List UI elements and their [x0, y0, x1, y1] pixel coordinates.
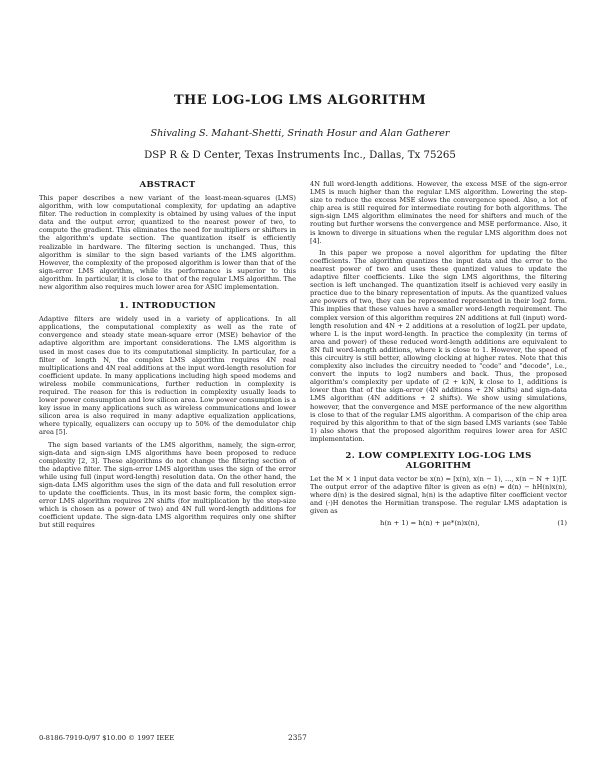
right-column	[310, 180, 567, 532]
paper-affiliation: DSP R & D Center, Texas Instruments Inc., Dallas, Tx 75265	[144, 150, 456, 161]
abstract-text: This paper describes a new variant of the least-mean-squares (LMS) algorithm, with low computational complexity, for updating an adaptive filter. The reduction in complexity is obtained by using values of the input data and the output error, quantized to the nearest power of two, to compute the gradient. This eliminates the need for multipliers or shifters in the algorithm's update section. The quantization itself is efficiently realizable in hardware. The filtering section is unchanged. Thus, this algorithm is similar to the sign based variants of the LMS algorithm. However, the complexity of the proposed algorithm is lower than that of the sign-error LMS algorithm, while its performance is superior to this algorithm. In particular, it is close to that of the regular LMS algorithm. The new algorithm also requires much lower area for ASIC implementation.	[39, 194, 296, 292]
introduction-heading: 1. INTRODUCTION	[119, 301, 216, 312]
abstract-heading: ABSTRACT	[139, 180, 196, 190]
section2-heading-line2: ALGORITHM	[405, 461, 472, 471]
left-column	[39, 180, 296, 534]
paper-authors: Shivaling S. Mahant-Shetti, Srinath Hosur and Alan Gatherer	[150, 128, 450, 139]
right-paragraph-2: In this paper we propose a novel algorithm for updating the filter coefficients. The algorithm quantizes the input data and the error to the nearest power of two and uses these quantized values to update the adaptive filter coefficients. Like the sign LMS algorithms, the filtering section is left unchanged. The quantization itself is achieved very easily in practice due to the binary representation of inputs. As the quantized values are powers of two, they can be represented represented in their log2 form. This implies that these values have a smaller word-length requirement. The complex version of this algorithm requires 2N additions at full (input) word-length resolution and 4N + 2 additions at a resolution of log2L per update, where L is the input word-length. In practice the complexity (in terms of area and power) of these reduced word-length additions are equivalent to 8N full word-length additions, where k is close to 1. However, the speed of this circuitry is still better, allowing clocking at higher rates. Note that this complexity also includes the circuitry needed to "code" and "decode", i.e., convert the inputs to log2 numbers and back. Thus, the proposed algorithm's complexity per update of (2 + k)N, k close to 1, additions is lower than that of the sign-error (4N additions + 2N shifts) and sign-data LMS algorithm (4N additions + 2 shifts). We show using simulations, however, that the convergence and MSE performance of the new algorithm is close to that of the regular LMS algorithm. A comparison of the chip area required by this algorithm to that of the sign based LMS variants (see Table 1) also shows that the proposed algorithm requires lower area for ASIC implementation.	[310, 248, 567, 443]
intro-paragraph-2: The sign based variants of the LMS algorithm, namely, the sign-error, sign-data and sign-sign LMS algorithms have been proposed to reduce complexity [2, 3]. These algorithms do not change the filtering section of the adaptive filter. The sign-error LMS algorithm uses the sign of the error while using full (input word-length) resolution data. On the other hand, the sign-data LMS algorithm uses the sign of the data and full resolution error to update the coefficients. Thus, in its most basic form, the complex sign-error LMS algorithm requires 2N shifts (for multiplication by the step-size which is chosen as a power of two) and 4N full word-length additions for coefficient update. The sign-data LMS algorithm requires only one shifter but still requires	[39, 440, 296, 530]
section2-heading-line1: 2. LOW COMPLEXITY LOG-LOG LMS	[345, 451, 532, 461]
page-number: 2357	[288, 733, 307, 742]
equation-text: h(n + 1) = h(n) + μe*(n)x(n),	[380, 519, 480, 528]
equation-number: (1)	[557, 519, 567, 528]
lms-equation	[310, 519, 567, 528]
right-paragraph-1: 4N full word-length additions. However, the excess MSE of the sign-error LMS is much higher than the regular LMS algorithm. Lowering the step-size to reduce the excess MSE slows the convergence speed. Also, a lot of chip area is still required for intermediate routing for both algorithms. The sign-sign LMS algorithm eliminates the need for shifters and much of the routing but further worsens the convergence and MSE performance. Also, it is known to diverge in situations when the regular LMS algorithm does not [4].	[310, 180, 567, 245]
paper-title: THE LOG-LOG LMS ALGORITHM	[173, 93, 427, 108]
copyright-footer: 0-8186-7919-0/97 $10.00 © 1997 IEEE	[39, 734, 175, 742]
section2-paragraph: Let the M × 1 input data vector be x(n) = [x(n), x(n − 1), ..., x(n − N + 1)]T. The output error of the adaptive filter is given as e(n) = d(n) − hH(n)x(n), where d(n) is the desired signal, h(n) is the adaptive filter coefficient vector and (·)H denotes the Hermitian transpose. The regular LMS adaptation is given as	[310, 475, 567, 516]
intro-paragraph-1: Adaptive filters are widely used in a variety of applications. In all applications, the computational complexity as well as the rate of convergence and steady state mean-square error (MSE) behavior of the adaptive algorithm are important considerations. The LMS algorithm is used in most cases due to its computational simplicity. In particular, for a filter of length N, the complex LMS algorithm requires 4N real multiplications and 4N real additions at the input word-length resolution for coefficient update. In many applications including high speed modems and wireless mobile communications, further reduction in complexity is required. The reason for this is reduction in complexity usually leads to lower power consumption and low silicon area. Low power consumption is a key issue in many applications such as wireless communications and lower silicon area is also required in many adaptive equalization applications, where typically, equalizers can occupy up to 50% of the demodulator chip area [5].	[39, 315, 296, 437]
